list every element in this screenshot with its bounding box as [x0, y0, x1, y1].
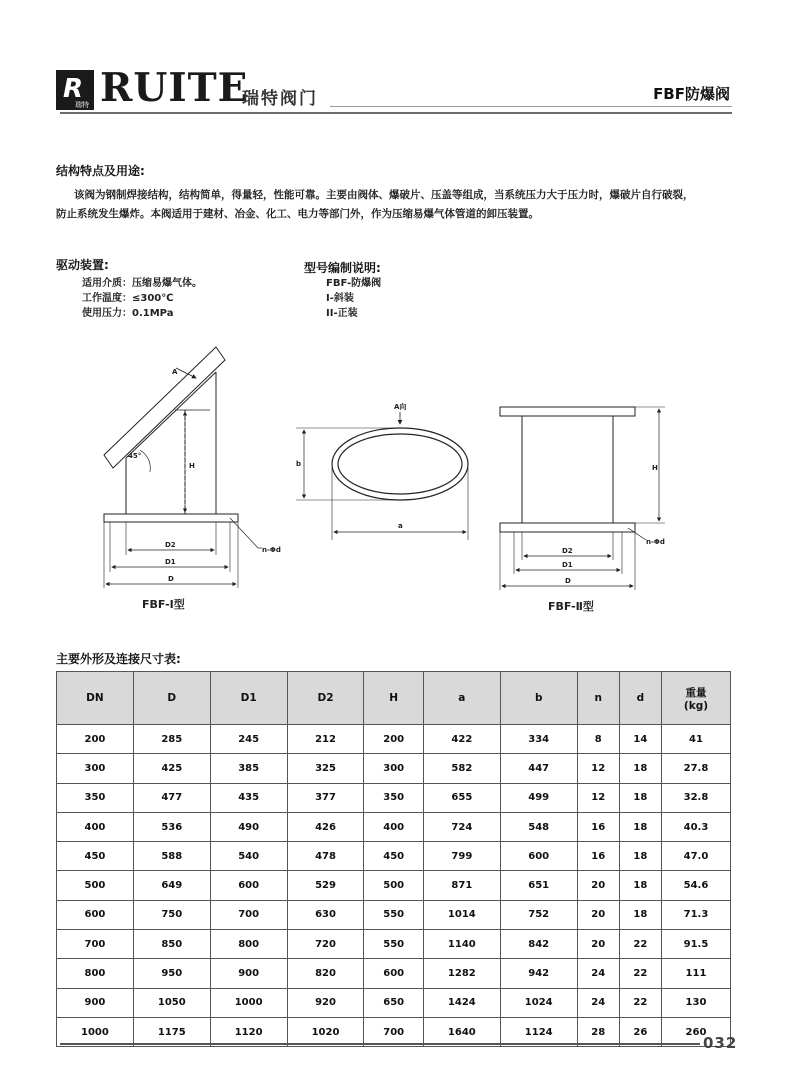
ellipse-label-a: a	[398, 522, 403, 530]
col-bolt-d: d	[619, 672, 661, 725]
table-cell: 130	[661, 988, 730, 1017]
table-cell: 334	[500, 725, 577, 754]
table-row	[57, 812, 731, 841]
table-cell: 71.3	[661, 900, 730, 929]
table-cell: 18	[619, 871, 661, 900]
table-cell: 651	[500, 871, 577, 900]
type1-label-d: D	[168, 575, 174, 583]
table-cell: 26	[619, 1017, 661, 1046]
type1-angle-arc	[140, 450, 150, 472]
table-cell: 20	[577, 871, 619, 900]
table-cell: 752	[500, 900, 577, 929]
model-item-fbf: FBF-防爆阀	[326, 278, 382, 289]
table-cell: 477	[133, 783, 210, 812]
table-cell: 22	[619, 930, 661, 959]
drawing-type-2	[500, 407, 665, 590]
table-cell: 27.8	[661, 754, 730, 783]
brand-name: RUITE	[100, 65, 249, 111]
table-cell: 24	[577, 988, 619, 1017]
table-cell: 22	[619, 988, 661, 1017]
table-cell: 942	[500, 959, 577, 988]
type2-top-flange	[500, 407, 635, 416]
table-row	[57, 725, 731, 754]
table-cell: 1140	[423, 930, 500, 959]
type1-label-angle: 45°	[128, 452, 142, 460]
table-cell: 400	[364, 812, 423, 841]
table-cell: 18	[619, 754, 661, 783]
table-row	[57, 988, 731, 1017]
table-cell: 582	[423, 754, 500, 783]
table-cell: 700	[364, 1017, 423, 1046]
type1-top-flange	[104, 347, 225, 468]
type2-label-d2: D2	[562, 547, 573, 555]
drawing-a-view	[296, 412, 468, 540]
brand-logo	[56, 70, 94, 110]
table-cell: 548	[500, 812, 577, 841]
type2-caption: FBF-Ⅱ型	[548, 600, 594, 613]
table-cell: 600	[364, 959, 423, 988]
drive-medium: 适用介质：压缩易爆气体。	[82, 278, 202, 289]
table-cell: 245	[210, 725, 287, 754]
table-row	[57, 842, 731, 871]
type2-label-h: H	[652, 464, 658, 472]
logo-caption: 瑞特	[75, 101, 89, 109]
table-cell: 650	[364, 988, 423, 1017]
table-cell: 450	[364, 842, 423, 871]
table-cell: 850	[133, 930, 210, 959]
table-cell: 22	[619, 959, 661, 988]
table-cell: 655	[423, 783, 500, 812]
col-d1: D1	[210, 672, 287, 725]
table-cell: 750	[133, 900, 210, 929]
table-cell: 20	[577, 930, 619, 959]
table-cell: 600	[57, 900, 134, 929]
col-weight: 重量 (kg)	[661, 672, 730, 725]
model-item-type-1: I-斜装	[326, 293, 354, 304]
table-cell: 600	[210, 871, 287, 900]
table-cell: 425	[133, 754, 210, 783]
drawing-type-1	[104, 347, 262, 588]
table-row	[57, 871, 731, 900]
table-cell: 47.0	[661, 842, 730, 871]
table-row	[57, 783, 731, 812]
type1-caption: FBF-Ⅰ型	[142, 598, 185, 611]
table-cell: 490	[210, 812, 287, 841]
table-cell: 700	[57, 930, 134, 959]
table-cell: 900	[57, 988, 134, 1017]
table-cell: 41	[661, 725, 730, 754]
drive-temperature: 工作温度：≤300℃	[82, 293, 174, 304]
table-cell: 529	[287, 871, 364, 900]
table-cell: 16	[577, 812, 619, 841]
col-n: n	[577, 672, 619, 725]
table-cell: 24	[577, 959, 619, 988]
table-cell: 799	[423, 842, 500, 871]
table-cell: 200	[57, 725, 134, 754]
col-a: a	[423, 672, 500, 725]
table-cell: 18	[619, 812, 661, 841]
footer-divider	[60, 1043, 700, 1045]
col-dn: DN	[57, 672, 134, 725]
table-cell: 1014	[423, 900, 500, 929]
logo-glyph: R	[63, 74, 84, 104]
type2-label-d1: D1	[562, 561, 573, 569]
ellipse-outer	[332, 428, 468, 500]
table-cell: 540	[210, 842, 287, 871]
table-cell: 300	[57, 754, 134, 783]
table-cell: 377	[287, 783, 364, 812]
table-cell: 260	[661, 1017, 730, 1046]
brand-name-cn: 瑞特阀门	[242, 89, 318, 109]
table-cell: 1282	[423, 959, 500, 988]
table-cell: 649	[133, 871, 210, 900]
header-divider	[60, 112, 732, 114]
features-body-line-1: 该阀为钢制焊接结构，结构简单，得量轻，性能可靠。主要由阀体、爆破片、压盖等组成，当系统压力大于压力时，爆破片自行破裂，	[74, 189, 694, 201]
table-cell: 400	[57, 812, 134, 841]
technical-drawings	[0, 340, 800, 625]
table-cell: 14	[619, 725, 661, 754]
table-cell: 422	[423, 725, 500, 754]
table-cell: 40.3	[661, 812, 730, 841]
table-cell: 12	[577, 783, 619, 812]
table-cell: 91.5	[661, 930, 730, 959]
table-cell: 600	[500, 842, 577, 871]
table-cell: 720	[287, 930, 364, 959]
table-cell: 18	[619, 783, 661, 812]
table-cell: 500	[364, 871, 423, 900]
table-cell: 16	[577, 842, 619, 871]
table-cell: 800	[57, 959, 134, 988]
table-cell: 1120	[210, 1017, 287, 1046]
logo-mark-icon	[56, 70, 94, 110]
drive-heading: 驱动装置:	[56, 258, 109, 272]
table-cell: 1124	[500, 1017, 577, 1046]
table-cell: 350	[364, 783, 423, 812]
table-cell: 700	[210, 900, 287, 929]
a-view-label: A向	[394, 403, 407, 411]
table-cell: 800	[210, 930, 287, 959]
table-cell: 426	[287, 812, 364, 841]
table-cell: 18	[619, 842, 661, 871]
table-cell: 200	[364, 725, 423, 754]
table-cell: 724	[423, 812, 500, 841]
table-cell: 111	[661, 959, 730, 988]
type1-label-d2: D2	[165, 541, 176, 549]
table-cell: 478	[287, 842, 364, 871]
type1-label-bolt: n-Φd	[262, 546, 281, 554]
table-cell: 1000	[57, 1017, 134, 1046]
table-cell: 1424	[423, 988, 500, 1017]
table-cell: 630	[287, 900, 364, 929]
type2-label-bolt: n-Φd	[646, 538, 665, 546]
table-cell: 435	[210, 783, 287, 812]
page-number: 032	[703, 1034, 738, 1052]
table-cell: 212	[287, 725, 364, 754]
table-cell: 550	[364, 900, 423, 929]
type1-base-flange	[104, 514, 238, 522]
table-row	[57, 900, 731, 929]
col-d: D	[133, 672, 210, 725]
table-row	[57, 754, 731, 783]
table-cell: 54.6	[661, 871, 730, 900]
table-cell: 536	[133, 812, 210, 841]
table-cell: 300	[364, 754, 423, 783]
table-cell: 1640	[423, 1017, 500, 1046]
type1-label-a: A	[172, 368, 178, 376]
table-cell: 450	[57, 842, 134, 871]
table-cell: 871	[423, 871, 500, 900]
table-cell: 350	[57, 783, 134, 812]
header-divider-thin	[330, 106, 732, 107]
table-cell: 1020	[287, 1017, 364, 1046]
drive-pressure: 使用压力：0.1MPa	[82, 308, 174, 319]
table-cell: 12	[577, 754, 619, 783]
table-row	[57, 959, 731, 988]
table-cell: 28	[577, 1017, 619, 1046]
type2-label-d: D	[565, 577, 571, 585]
table-cell: 1024	[500, 988, 577, 1017]
table-cell: 385	[210, 754, 287, 783]
table-cell: 1175	[133, 1017, 210, 1046]
table-header-row	[57, 672, 731, 725]
table-cell: 18	[619, 900, 661, 929]
features-body-line-2: 防止系统发生爆炸。本阀适用于建材、冶金、化工、电力等部门外，作为压缩易爆气体管道的卸压装置。	[56, 208, 539, 220]
table-cell: 32.8	[661, 783, 730, 812]
type1-label-d1: D1	[165, 558, 176, 566]
table-cell: 285	[133, 725, 210, 754]
table-cell: 1050	[133, 988, 210, 1017]
table-cell: 920	[287, 988, 364, 1017]
page-title: FBF防爆阀	[653, 85, 730, 103]
table-cell: 325	[287, 754, 364, 783]
ellipse-label-b: b	[296, 460, 302, 468]
table-cell: 20	[577, 900, 619, 929]
table-cell: 499	[500, 783, 577, 812]
table-cell: 842	[500, 930, 577, 959]
col-d2: D2	[287, 672, 364, 725]
table-cell: 8	[577, 725, 619, 754]
table-cell: 447	[500, 754, 577, 783]
features-heading: 结构特点及用途:	[56, 164, 145, 178]
table-body	[57, 725, 731, 1047]
table-cell: 550	[364, 930, 423, 959]
table-cell: 950	[133, 959, 210, 988]
type1-label-h: H	[189, 462, 195, 470]
table-cell: 588	[133, 842, 210, 871]
table-cell: 820	[287, 959, 364, 988]
table-heading: 主要外形及连接尺寸表:	[56, 652, 181, 666]
ellipse-inner	[338, 434, 462, 494]
model-heading: 型号编制说明:	[304, 261, 381, 275]
col-b: b	[500, 672, 577, 725]
table-cell: 900	[210, 959, 287, 988]
table-cell: 1000	[210, 988, 287, 1017]
table-cell: 500	[57, 871, 134, 900]
type2-bottom-flange	[500, 523, 635, 532]
dimension-table	[56, 671, 731, 1047]
col-h: H	[364, 672, 423, 725]
table-row	[57, 930, 731, 959]
model-item-type-2: II-正装	[326, 308, 358, 319]
